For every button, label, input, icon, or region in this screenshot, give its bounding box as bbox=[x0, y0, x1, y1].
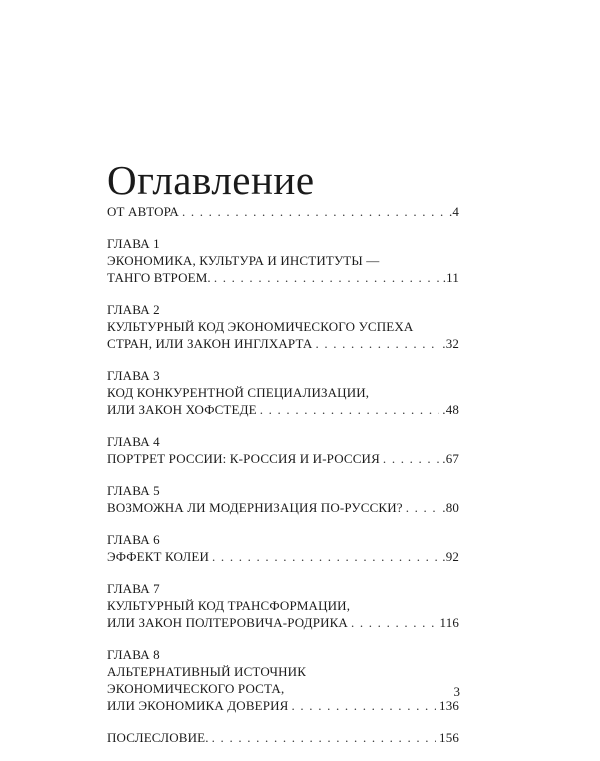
toc-title-line: АЛЬТЕРНАТИВНЫЙ ИСТОЧНИК bbox=[107, 664, 307, 679]
toc-chapter-label: ГЛАВА 5 bbox=[107, 483, 160, 498]
toc-entry[interactable] bbox=[107, 235, 459, 286]
toc-title-text: ИЛИ ЗАКОН ХОФСТЕДЕ bbox=[107, 402, 257, 417]
table-of-contents bbox=[107, 203, 459, 761]
dot-leader bbox=[212, 548, 439, 565]
toc-title-line: КУЛЬТУРНЫЙ КОД ЭКОНОМИЧЕСКОГО УСПЕХА bbox=[107, 319, 414, 334]
toc-entry[interactable] bbox=[107, 646, 459, 714]
dot-leader bbox=[214, 269, 440, 286]
toc-title-line: ЭКОНОМИЧЕСКОГО РОСТА, bbox=[107, 681, 285, 696]
toc-title-final-line bbox=[107, 450, 459, 467]
toc-chapter-label: ГЛАВА 3 bbox=[107, 368, 160, 383]
toc-title-text: ОТ АВТОРА bbox=[107, 204, 179, 219]
toc-title-final-line bbox=[107, 401, 459, 418]
dot-leader bbox=[315, 335, 439, 352]
page-title: Оглавление bbox=[107, 157, 315, 204]
toc-title-final-line bbox=[107, 729, 459, 746]
toc-page-number: .48 bbox=[442, 402, 459, 417]
toc-page-number: .11 bbox=[442, 270, 459, 285]
toc-title-final-line bbox=[107, 548, 459, 565]
toc-title-line: ЭКОНОМИКА, КУЛЬТУРА И ИНСТИТУТЫ — bbox=[107, 253, 380, 268]
toc-entry[interactable] bbox=[107, 367, 459, 418]
dot-leader bbox=[260, 401, 440, 418]
toc-chapter-label: ГЛАВА 1 bbox=[107, 236, 160, 251]
dot-leader bbox=[212, 729, 436, 746]
toc-entry[interactable] bbox=[107, 531, 459, 565]
toc-title-text: ИЛИ ЗАКОН ПОЛТЕРОВИЧА-РОДРИКА bbox=[107, 615, 348, 630]
toc-page-number: .67 bbox=[442, 451, 459, 466]
toc-title-text: СТРАН, ИЛИ ЗАКОН ИНГЛХАРТА bbox=[107, 336, 313, 351]
toc-title-final-line bbox=[107, 499, 459, 516]
toc-title-text: ВОЗМОЖНА ЛИ МОДЕРНИЗАЦИЯ ПО-РУССКИ? bbox=[107, 500, 403, 515]
toc-entry[interactable] bbox=[107, 482, 459, 516]
dot-leader bbox=[406, 499, 440, 516]
toc-entry[interactable] bbox=[107, 203, 459, 220]
dot-leader bbox=[292, 697, 437, 714]
toc-title-final-line bbox=[107, 614, 459, 631]
toc-page-number: .92 bbox=[442, 549, 459, 564]
toc-page-number: 136 bbox=[439, 698, 459, 713]
toc-title-text: ПОСЛЕСЛОВИЕ. bbox=[107, 730, 209, 745]
toc-title-final-line bbox=[107, 269, 459, 286]
toc-entry[interactable] bbox=[107, 433, 459, 467]
toc-title-text: ПОРТРЕТ РОССИИ: К-РОССИЯ И И-РОССИЯ bbox=[107, 451, 380, 466]
toc-chapter-label: ГЛАВА 6 bbox=[107, 532, 160, 547]
toc-title-final-line bbox=[107, 697, 459, 714]
toc-page-number: .4 bbox=[448, 204, 459, 219]
toc-page-number: .80 bbox=[442, 500, 459, 515]
toc-page-number: .32 bbox=[442, 336, 459, 351]
toc-title-line: КУЛЬТУРНЫЙ КОД ТРАНСФОРМАЦИИ, bbox=[107, 598, 351, 613]
toc-title-text: ЭФФЕКТ КОЛЕИ bbox=[107, 549, 210, 564]
toc-page-number: 156 bbox=[439, 730, 459, 745]
toc-chapter-label: ГЛАВА 2 bbox=[107, 302, 160, 317]
toc-entry[interactable] bbox=[107, 301, 459, 352]
dot-leader bbox=[182, 203, 446, 220]
toc-entry[interactable] bbox=[107, 729, 459, 746]
toc-page-number: 116 bbox=[439, 615, 459, 630]
toc-title-final-line bbox=[107, 203, 459, 220]
toc-chapter-label: ГЛАВА 8 bbox=[107, 647, 160, 662]
dot-leader bbox=[351, 614, 437, 631]
toc-title-text: ИЛИ ЭКОНОМИКА ДОВЕРИЯ bbox=[107, 698, 289, 713]
toc-chapter-label: ГЛАВА 4 bbox=[107, 434, 160, 449]
dot-leader bbox=[383, 450, 439, 467]
toc-title-text: ТАНГО ВТРОЕМ. bbox=[107, 270, 211, 285]
toc-title-line: КОД КОНКУРЕНТНОЙ СПЕЦИАЛИЗАЦИИ, bbox=[107, 385, 370, 400]
toc-entry[interactable] bbox=[107, 580, 459, 631]
toc-chapter-label: ГЛАВА 7 bbox=[107, 581, 160, 596]
toc-title-final-line bbox=[107, 335, 459, 352]
page-number: 3 bbox=[453, 684, 460, 699]
